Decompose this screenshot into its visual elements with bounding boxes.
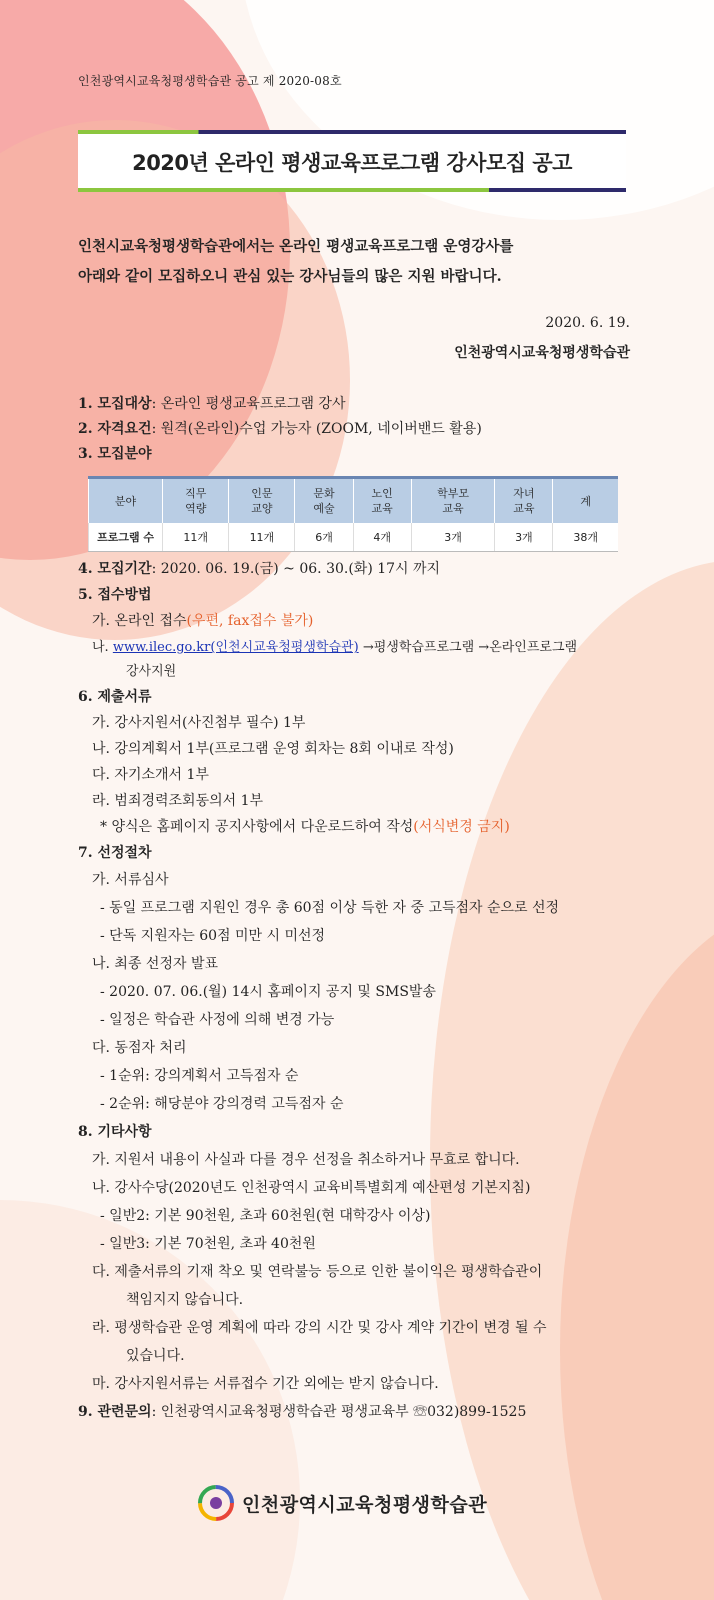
list-subitem: - 일정은 학습관 사정에 의해 변경 가능 [100,1012,335,1028]
section-label: 9. 관련문의 [78,1404,152,1420]
footer-organization-name: 인천광역시교육청평생학습관 [242,1493,488,1516]
page-title: 2020년 온라인 평생교육프로그램 강사모집 공고 [132,151,572,175]
intro-paragraph [78,232,638,292]
list-subitem: - 동일 프로그램 지원인 경우 총 60점 이상 득한 자 중 고득점자 순으로 선정 [100,900,560,916]
recruitment-fields-table [88,476,618,552]
table-header: 계 [553,478,618,524]
section-contact [78,1401,526,1421]
list-item: 가. 온라인 접수(우편, fax접수 불가) [92,613,314,629]
list-subitem: - 일반2: 기본 90천원, 초과 60천원(현 대학강사 이상) [100,1208,431,1224]
table-row [89,523,619,552]
table-cell: 프로그램 수 [89,523,163,552]
table-cell: 6개 [295,523,353,552]
list-item: 라. 범죄경력조회동의서 1부 [92,793,264,809]
section-text: : 2020. 06. 19.(금) ~ 06. 30.(화) 17시 까지 [151,561,441,577]
warning-text: (우편, fax접수 불가) [186,613,314,629]
list-item: 나. 강사수당(2020년도 인천광역시 교육비특별회계 예산편성 기본지침) [92,1180,531,1196]
footer-branding [198,1485,487,1521]
title-bottom-bar [78,188,626,192]
list-item: 다. 제출서류의 기재 착오 및 연락불능 등으로 인한 불이익은 평생학습관이 [92,1264,543,1280]
table-header: 문화 예술 [295,478,353,524]
section-label: 4. 모집기간 [78,561,152,577]
section-text: : 인천광역시교육청평생학습관 평생교육부 ☏032)899-1525 [151,1404,527,1420]
list-item: 나. www.ilec.go.kr(인천시교육청평생학습관) →평생학습프로그램 →온라인프로그램 [92,640,578,655]
list-subitem: - 2020. 07. 06.(월) 14시 홈페이지 공지 및 SMS발송 [100,984,436,1000]
list-item: 라. 평생학습관 운영 계획에 따라 강의 시간 및 강사 계약 기간이 변경 될 수 [92,1320,547,1336]
title-top-bar [78,130,626,134]
section-period [78,558,440,578]
section-label: 5. 접수방법 [78,587,152,603]
intro-line: 아래와 같이 모집하오니 관심 있는 강사님들의 많은 지원 바랍니다. [78,268,502,285]
section-label: 1. 모집대상 [78,396,152,412]
list-item: 가. 서류심사 [92,872,169,888]
list-item: 마. 강사지원서류는 서류접수 기간 외에는 받지 않습니다. [92,1376,439,1392]
table-cell: 38개 [553,523,618,552]
section-label: 2. 자격요건 [78,421,152,437]
section-label: 8. 기타사항 [78,1124,152,1140]
list-subitem: - 1순위: 강의계획서 고득점자 순 [100,1068,299,1084]
section-text: : 원격(온라인)수업 가능자 (ZOOM, 네이버밴드 활용) [151,421,482,437]
section-target [78,393,345,413]
list-subitem: - 단독 지원자는 60점 미만 시 미선정 [100,928,326,944]
table-cell: 3개 [411,523,495,552]
table-cell: 11개 [229,523,295,552]
list-item-continuation: 책임지지 않습니다. [126,1292,244,1308]
list-item: 다. 동점자 처리 [92,1040,187,1056]
warning-text: (서식변경 금지) [413,819,510,835]
table-header: 분야 [89,478,163,524]
section-text: : 온라인 평생교육프로그램 강사 [151,396,346,412]
table-header: 직무 역량 [163,478,229,524]
institution-logo-icon [198,1485,234,1521]
title-banner [78,130,626,192]
list-note: * 양식은 홈페이지 공지사항에서 다운로드하여 작성(서식변경 금지) [100,819,510,835]
table-header: 인문 교양 [229,478,295,524]
section-selection [78,842,152,862]
table-header-row [89,478,619,524]
notice-number: 인천광역시교육청평생학습관 공고 제 2020-08호 [78,74,342,88]
list-item: 가. 강사지원서(사진첨부 필수) 1부 [92,715,306,731]
section-documents [78,686,152,706]
section-label: 6. 제출서류 [78,689,152,705]
table-cell: 3개 [495,523,553,552]
table-header: 학부모 교육 [411,478,495,524]
intro-line: 인천시교육청평생학습관에서는 온라인 평생교육프로그램 운영강사를 [78,238,514,255]
section-others [78,1121,152,1141]
list-subitem: - 2순위: 해당분야 강의경력 고득점자 순 [100,1096,344,1112]
table-header: 자녀 교육 [495,478,553,524]
table-header: 노인 교육 [353,478,411,524]
section-qualification [78,418,482,438]
list-item-continuation: 있습니다. [126,1348,185,1364]
section-label: 7. 선정절차 [78,845,152,861]
list-item: 가. 지원서 내용이 사실과 다를 경우 선정을 취소하거나 무효로 합니다. [92,1152,520,1168]
list-item: 나. 최종 선정자 발표 [92,956,218,972]
website-link[interactable]: www.ilec.go.kr(인천시교육청평생학습관) [112,640,359,655]
table-cell: 11개 [163,523,229,552]
section-fields [78,443,152,463]
list-item-continuation: 강사지원 [126,664,177,679]
list-subitem: - 일반3: 기본 70천원, 초과 40천원 [100,1236,316,1252]
table-cell: 4개 [353,523,411,552]
notice-date: 2020. 6. 19. [545,315,630,331]
list-item: 나. 강의계획서 1부(프로그램 운영 회차는 8회 이내로 작성) [92,741,454,757]
section-application [78,584,152,604]
issuing-organization: 인천광역시교육청평생학습관 [454,345,630,361]
list-item: 다. 자기소개서 1부 [92,767,209,783]
section-label: 3. 모집분야 [78,446,152,462]
